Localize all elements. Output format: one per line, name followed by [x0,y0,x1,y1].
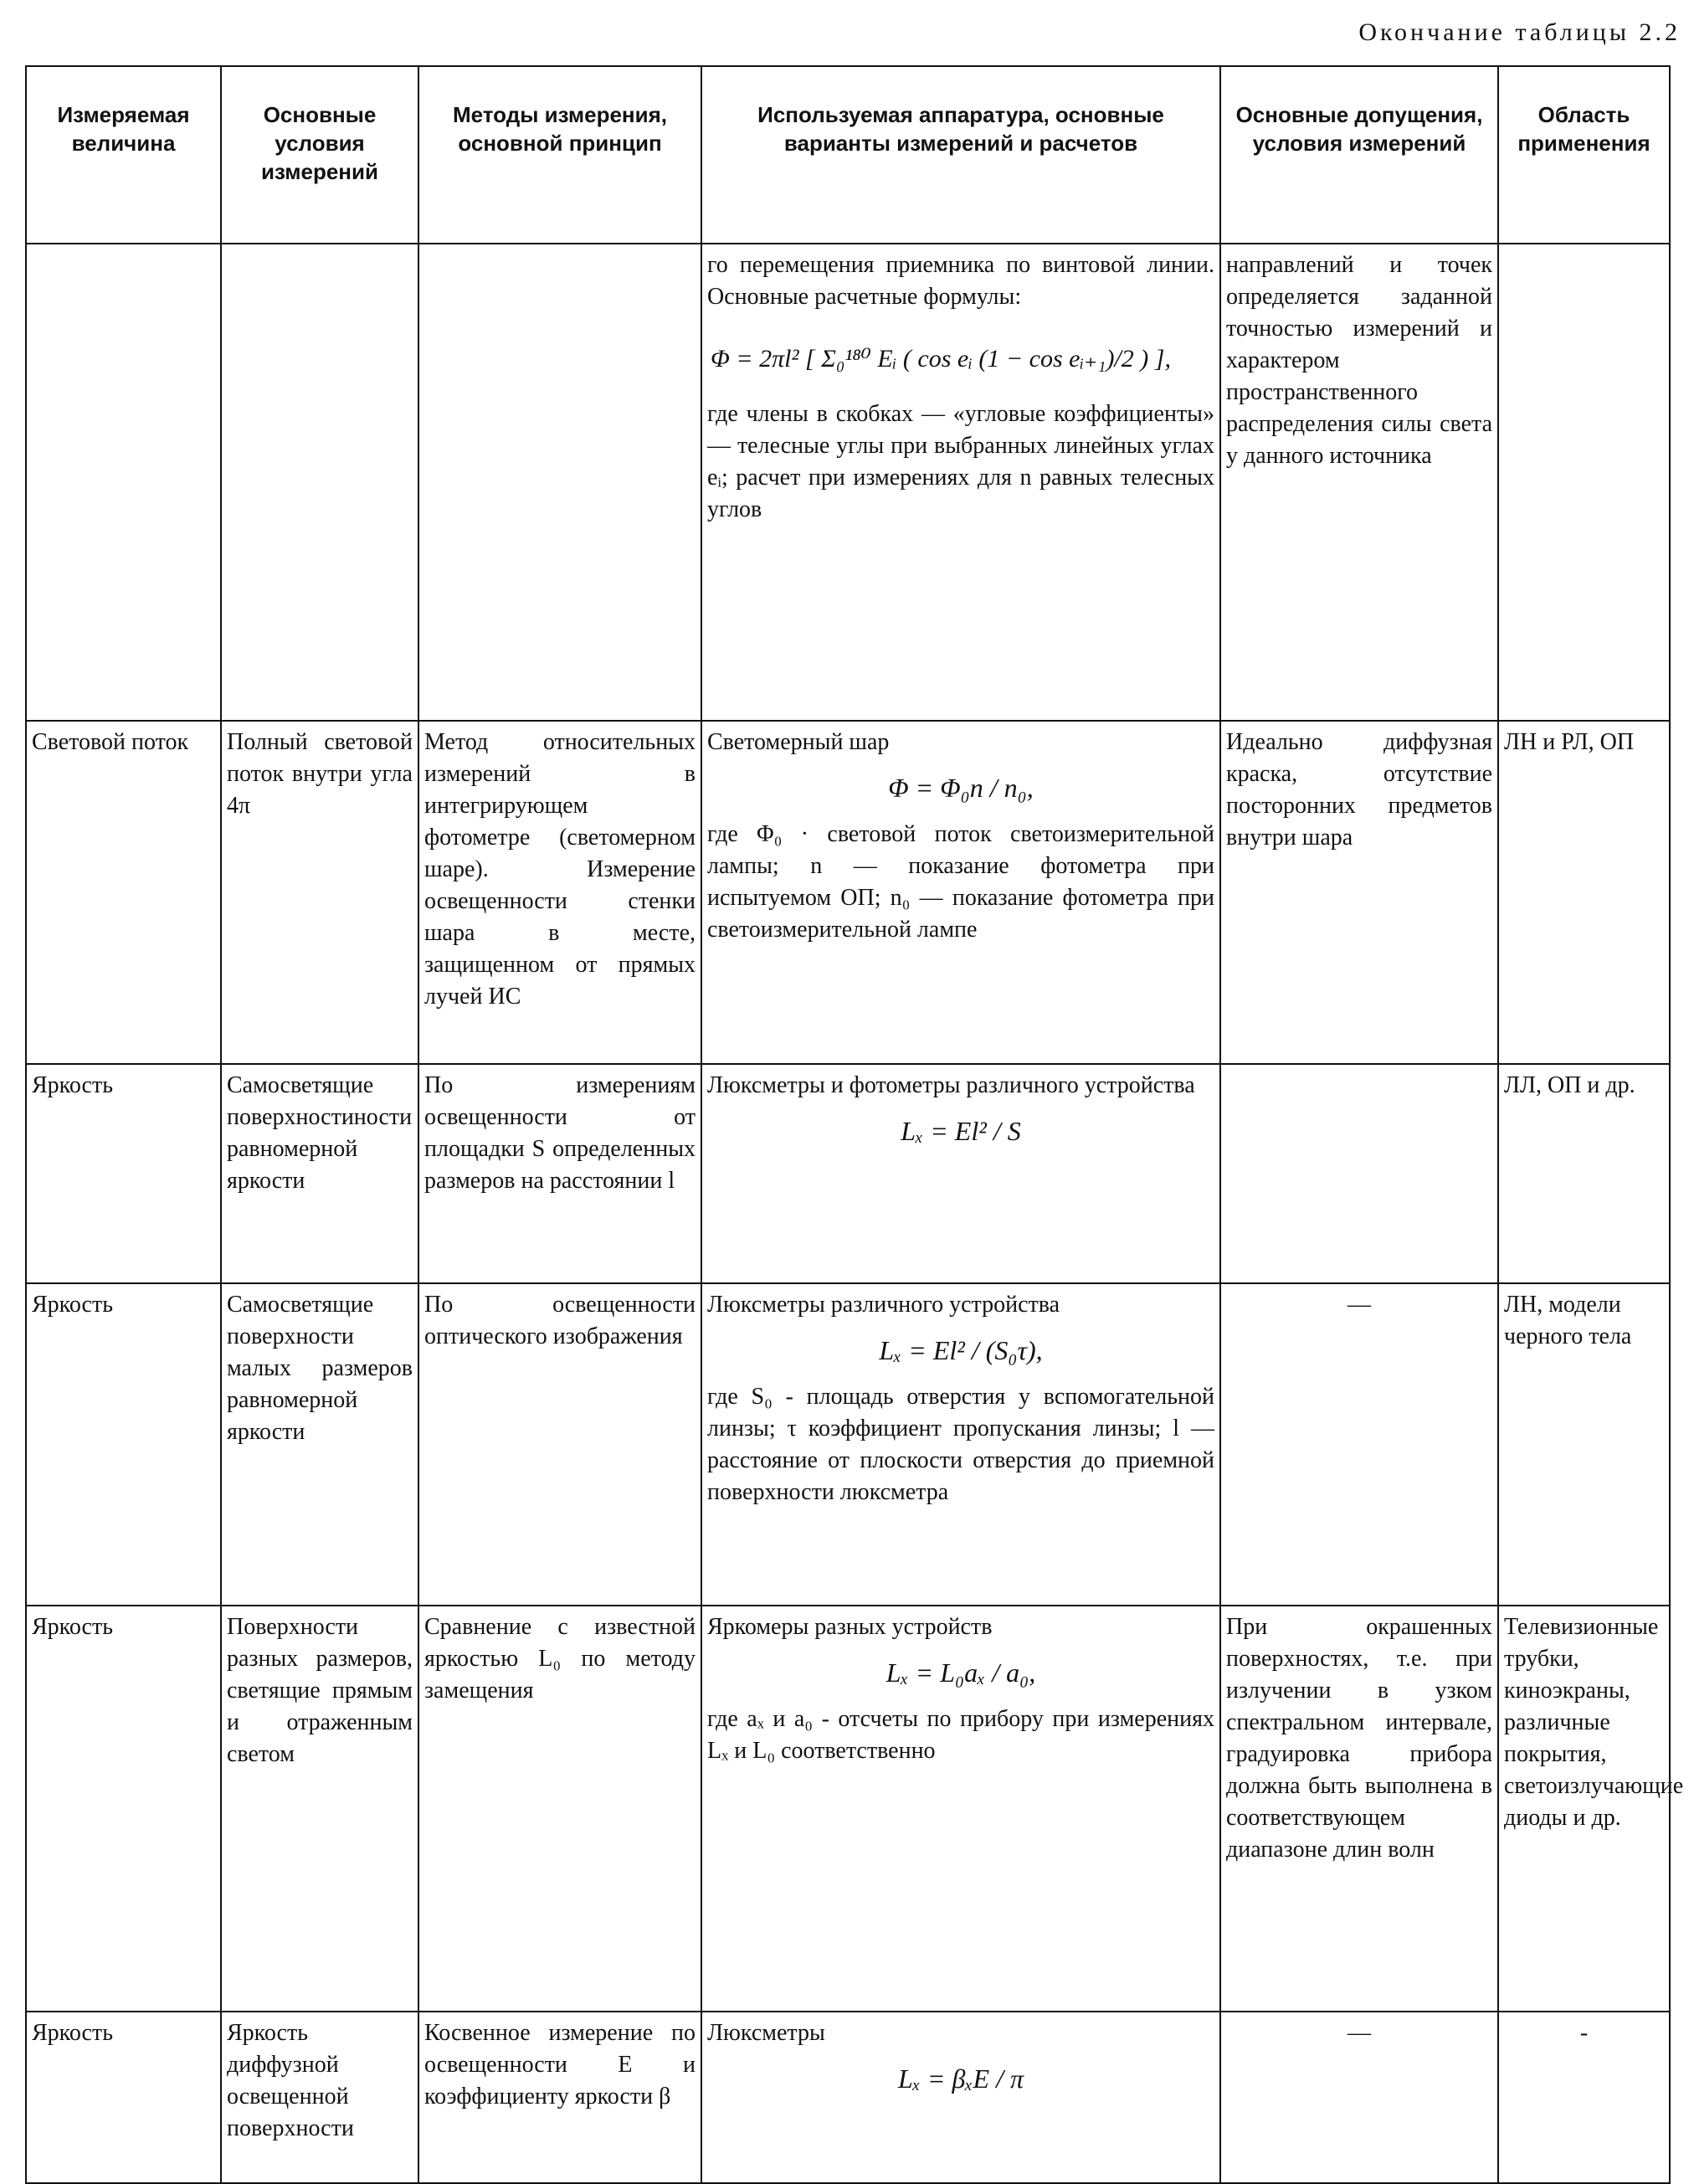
apparatus-note: где S₀ - площадь отверстия у вспомогательной линзы; τ коэффициент пропускания линзы; l — расстояние от плоскости отверстия до приемной поверхности люксметра [707,1384,1214,1505]
cell-apparatus [701,721,1220,1064]
apparatus-text: Яркомеры разных устройств [707,1614,993,1640]
cell-method [418,244,701,721]
cell-quantity [26,244,221,721]
table-row [26,1064,1670,1283]
table-row [26,2012,1670,2183]
formula: Lₓ = βₓE / π [898,2063,1024,2094]
apparatus-note: где aₓ и a₀ - отсчеты по прибору при измерениях Lₓ и L₀ соответственно [707,1706,1214,1764]
cell-method: По измерениям освещенности от площадки S определенных размеров на расстоянии l [418,1064,701,1283]
cell-quantity: Световой поток [26,721,221,1064]
table-row [26,1283,1670,1606]
cell-method: Метод относительных измерений в интегрирующем фотометре (светомерном шаре). Измерение освещенности стенки шара в месте, защищенном от прямых лучей ИС [418,721,701,1064]
cell-apparatus [701,244,1220,721]
cell-conditions: Самосветящие поверхности малых размеров равномерной яркости [221,1283,418,1606]
cell-application: - [1498,2012,1670,2183]
header-method: Методы измерения, основной принцип [418,66,701,244]
cell-application: Телевизионные трубки, киноэкраны, различные покрытия, светоизлучающие диоды и др. [1498,1606,1670,2012]
header-assumptions: Основные допущения, условия измерений [1220,66,1498,244]
table-caption: Окончание таблицы 2.2 [1358,18,1681,46]
table-row [26,244,1670,721]
cell-apparatus [701,1064,1220,1283]
cell-conditions [221,244,418,721]
cell-quantity: Яркость [26,1606,221,2012]
cell-quantity: Яркость [26,1283,221,1606]
header-application: Область применения [1498,66,1670,244]
cell-application: ЛЛ, ОП и др. [1498,1064,1670,1283]
cell-application: ЛН, модели черного тела [1498,1283,1670,1606]
cell-method: Сравнение с известной яркостью L₀ по методу замещения [418,1606,701,2012]
formula: Lₓ = L₀aₓ / a₀, [886,1657,1036,1688]
table-row [26,1606,1670,2012]
formula: Lₓ = El² / (S₀τ), [879,1335,1043,1365]
cell-method: Косвенное измерение по освещенности E и коэффициенту яркости β [418,2012,701,2183]
cell-method: По освещенности оптического изображения [418,1283,701,1606]
cell-assumptions: — [1220,2012,1498,2183]
header-conditions: Основные условия измерений [221,66,418,244]
cell-conditions: Поверхности разных размеров, светящие прямым и отраженным светом [221,1606,418,2012]
cell-assumptions [1220,1064,1498,1283]
apparatus-text: го перемещения приемника по винтовой линии. Основные расчетные формулы: [707,252,1214,310]
formula: Lₓ = El² / S [901,1116,1021,1146]
cell-apparatus [701,2012,1220,2183]
cell-conditions: Полный световой поток внутри угла 4π [221,721,418,1064]
cell-quantity: Яркость [26,1064,221,1283]
formula: Φ = Φ₀n / n₀, [888,773,1034,803]
cell-application: ЛН и РЛ, ОП [1498,721,1670,1064]
measurement-table [25,65,1684,2184]
cell-assumptions: При окрашенных поверхностях, т.е. при излучении в узком спектральном интервале, градуировка прибора должна быть выполнена в соответствующем диапазоне длин волн [1220,1606,1498,2012]
cell-conditions: Яркость диффузной освещенной поверхности [221,2012,418,2183]
apparatus-note: где Φ₀ · световой поток светоизмерительной лампы; n — показание фотометра при испытуемом ОП; n₀ — показание фотометра при светоизмерительной лампе [707,821,1214,943]
cell-apparatus [701,1606,1220,2012]
cell-assumptions: Идеально диффузная краска, отсутствие посторонних предметов внутри шара [1220,721,1498,1064]
cell-assumptions: — [1220,1283,1498,1606]
cell-apparatus [701,1283,1220,1606]
apparatus-text: Люксметры различного устройства [707,1292,1060,1318]
apparatus-text: Люксметры и фотометры различного устройства [707,1072,1195,1098]
header-apparatus: Используемая аппаратура, основные варианты измерений и расчетов [701,66,1220,244]
header-quantity: Измеряемая величина [26,66,221,244]
cell-quantity: Яркость [26,2012,221,2183]
formula: Φ = 2πl² [ Σ₀¹⁸⁰ Eᵢ ( cos eᵢ (1 − cos eᵢ₊₁)/2 ) ], [711,345,1171,373]
cell-assumptions: направлений и точек определяется заданной точностью измерений и характером пространственного распределения силы света у данного источника [1220,244,1498,721]
apparatus-text: Люксметры [707,2020,825,2046]
cell-application [1498,244,1670,721]
apparatus-note: где члены в скобках — «угловые коэффициенты» — телесные углы при выбранных линейных углах eᵢ; расчет при измерениях для n равных телесных углов [707,401,1214,522]
header-row [26,66,1670,244]
table-row [26,721,1670,1064]
apparatus-text: Светомерный шар [707,729,890,755]
cell-conditions: Самосветящие поверхностиности равномерной яркости [221,1064,418,1283]
